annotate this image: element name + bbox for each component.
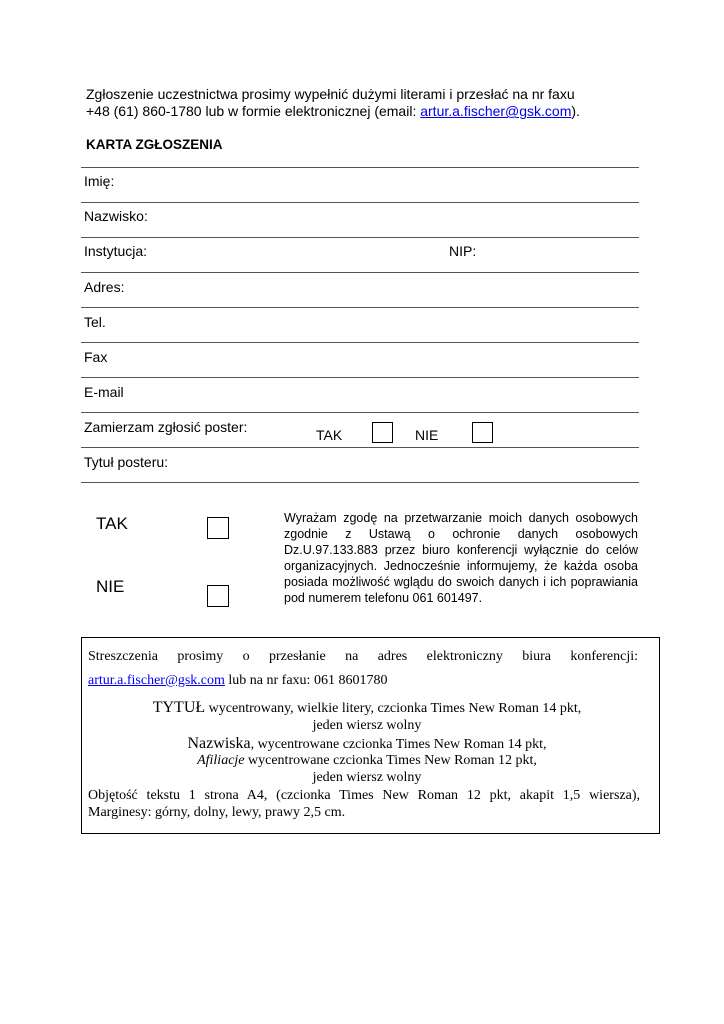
form-line <box>81 342 639 343</box>
form-line <box>81 377 639 378</box>
field-fax[interactable]: Fax <box>84 349 108 365</box>
field-imie[interactable]: Imię: <box>84 173 115 189</box>
form-line <box>81 412 639 413</box>
form-line <box>81 202 639 203</box>
field-nip[interactable]: NIP: <box>449 243 477 259</box>
abstract-tytul-word: TYTUŁ <box>152 699 206 716</box>
form-line <box>81 447 639 448</box>
abstract-tytul-line <box>82 699 652 717</box>
poster-tak-label: TAK <box>316 427 343 443</box>
intro-line-2 <box>86 103 646 120</box>
intro-email-link[interactable]: artur.a.fischer@gsk.com <box>420 103 572 119</box>
poster-nie-checkbox[interactable] <box>472 422 493 443</box>
form-line <box>81 167 639 168</box>
field-tel[interactable]: Tel. <box>84 314 106 330</box>
abstract-free-line-2: jeden wiersz wolny <box>312 770 422 785</box>
abstract-fax-text: lub na nr faxu: 061 8601780 <box>224 673 388 688</box>
form-line <box>81 272 639 273</box>
abstract-afiliacje-rest: wycentrowane czcionka Times New Roman 12 pkt, <box>244 753 537 768</box>
abstract-line-2 <box>88 673 638 689</box>
form-title: KARTA ZGŁOSZENIA <box>86 137 223 152</box>
field-poster: Zamierzam zgłosić poster: <box>84 419 248 435</box>
intro-line-1: Zgłoszenie uczestnictwa prosimy wypełnić dużymi literami i przesłać na nr faxu <box>86 86 575 102</box>
abstract-free-line-1: jeden wiersz wolny <box>312 718 422 733</box>
abstract-afiliacje-line <box>82 753 652 769</box>
abstract-volume-line: Objętość tekstu 1 strona A4, (czcionka Times New Roman 12 pkt, akapit 1,5 wiersza), <box>88 788 640 803</box>
consent-tak-label: TAK <box>96 514 128 533</box>
form-line <box>81 307 639 308</box>
field-tytul-posteru[interactable]: Tytuł posteru: <box>84 454 169 470</box>
poster-tak-checkbox[interactable] <box>372 422 393 443</box>
abstract-instructions-box <box>81 637 660 834</box>
field-email[interactable]: E-mail <box>84 384 124 400</box>
form-line <box>81 482 639 483</box>
abstract-afiliacje-word: Afiliacje <box>197 753 245 768</box>
abstract-tytul-rest: wycentrowany, wielkie litery, czcionka Times New Roman 14 pkt, <box>205 701 582 716</box>
consent-text: Wyrażam zgodę na przetwarzanie moich danych osobowych zgodnie z Ustawą o ochronie danych osobowych Dz.U.97.133.883 przez biuro konferencji wyłącznie do celów organizacyjnych. Jednocześnie informujemy, że każda osoba posiada możliwość wglądu do swoich danych i ich poprawiania pod numerem telefonu 061 601497. <box>284 511 638 605</box>
consent-nie-label: NIE <box>96 577 125 596</box>
intro-text <box>86 86 646 120</box>
abstract-email-link[interactable]: artur.a.fischer@gsk.com <box>88 673 225 688</box>
field-instytucja[interactable]: Instytucja: <box>84 243 148 259</box>
consent-tak-checkbox[interactable] <box>207 517 229 539</box>
poster-nie-label: NIE <box>415 427 439 443</box>
intro-line-2-prefix: +48 (61) 860-1780 lub w formie elektronicznej (email: <box>86 103 421 119</box>
field-nazwisko[interactable]: Nazwisko: <box>84 208 148 224</box>
consent-nie-checkbox[interactable] <box>207 585 229 607</box>
abstract-nazwiska-rest: , wycentrowane czcionka Times New Roman 14 pkt, <box>250 737 547 752</box>
abstract-line-1: Streszczenia prosimy o przesłanie na adres elektroniczny biura konferencji: <box>88 649 638 664</box>
form-line <box>81 237 639 238</box>
field-adres[interactable]: Adres: <box>84 279 125 295</box>
intro-line-2-suffix: ). <box>571 103 580 119</box>
abstract-margins-line: Marginesy: górny, dolny, lewy, prawy 2,5 cm. <box>88 805 346 820</box>
abstract-nazwiska-word: Nazwiska <box>187 735 251 752</box>
abstract-nazwiska-line <box>82 735 652 753</box>
